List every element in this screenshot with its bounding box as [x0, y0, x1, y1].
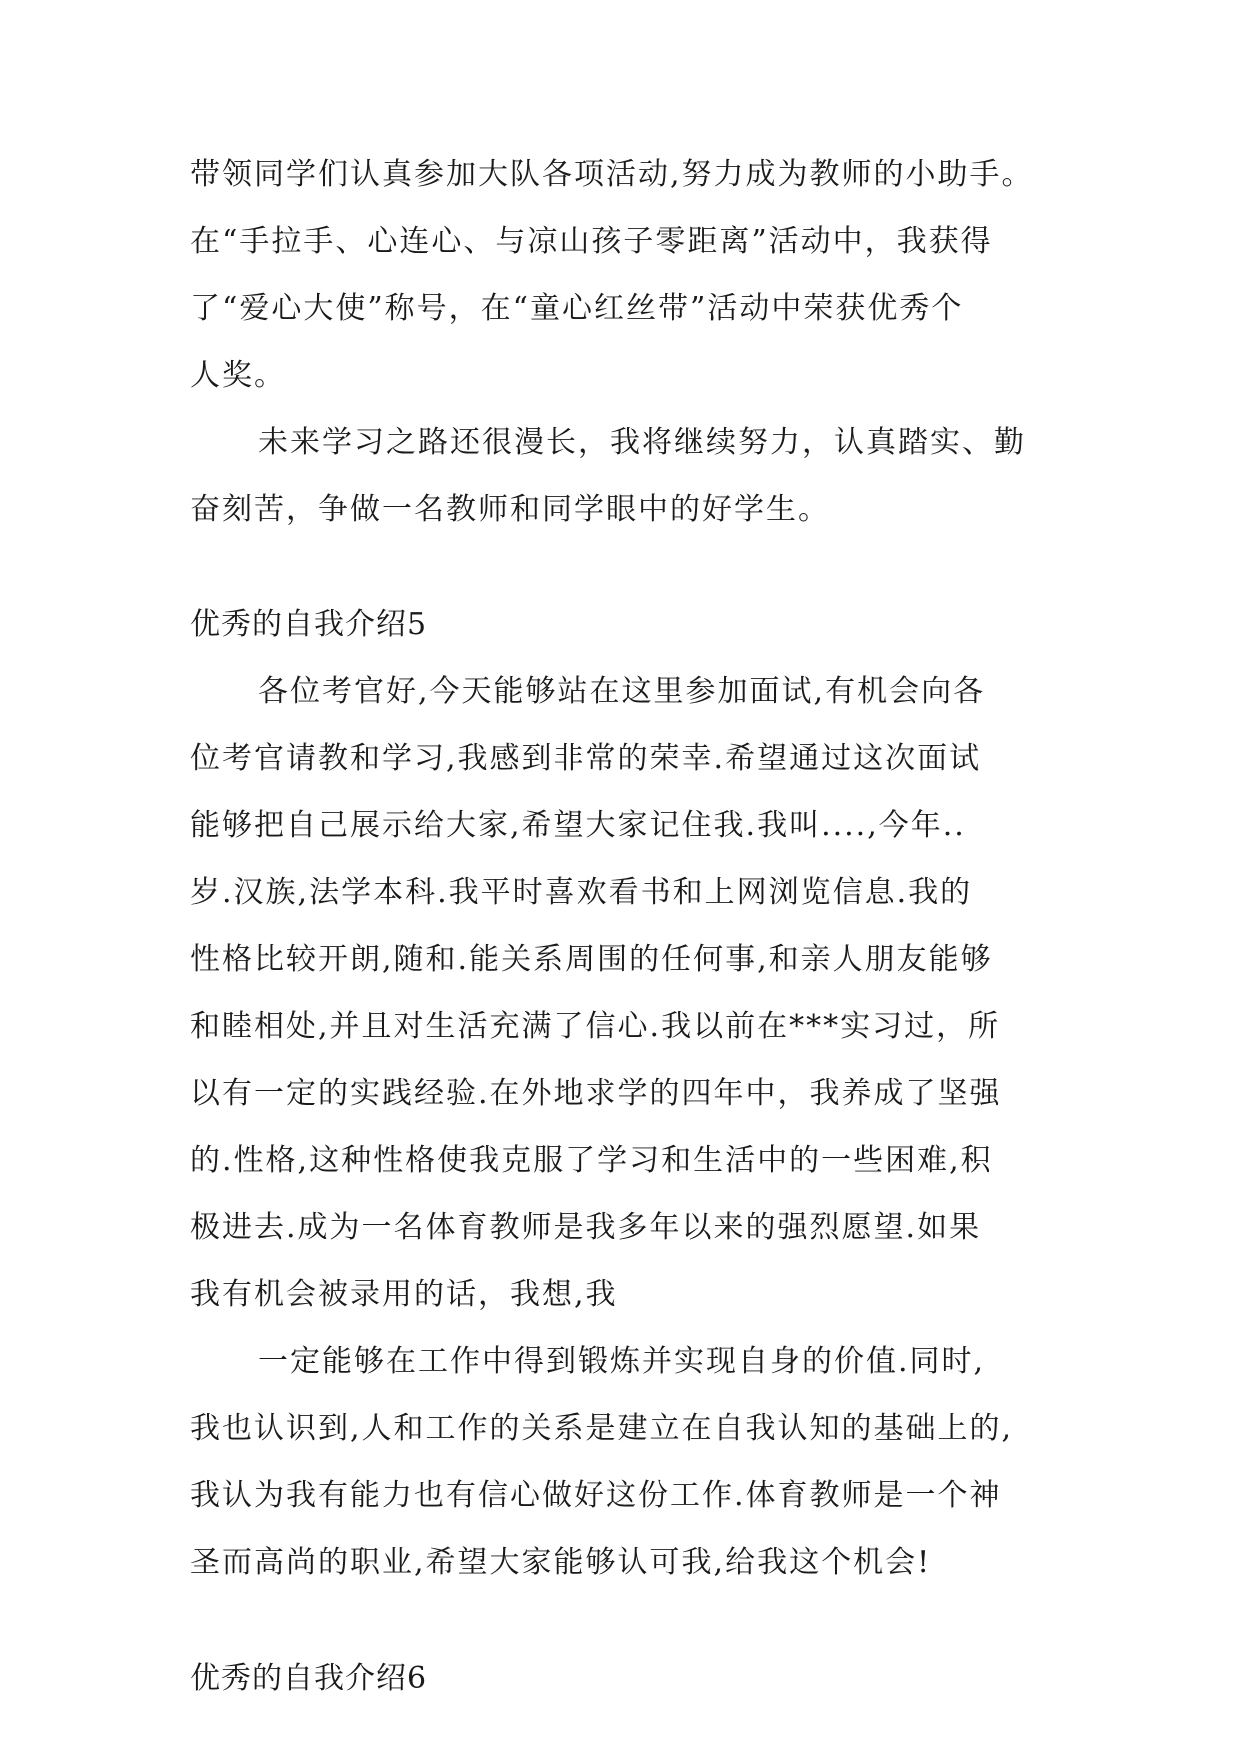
- paragraph-line: 奋刻苦，争做一名教师和同学眼中的好学生。: [190, 492, 830, 527]
- paragraph-line: 的.性格,这种性格使我克服了学习和生活中的一些困难,积: [190, 1143, 993, 1178]
- paragraph-line: 在“手拉手、心连心、与凉山孩子零距离”活动中，我获得: [190, 224, 993, 259]
- paragraph-line: 我认为我有能力也有信心做好这份工作.体育教师是一个神: [190, 1478, 1002, 1513]
- paragraph-line: 一定能够在工作中得到锻炼并实现自身的价值.同时,: [258, 1344, 986, 1379]
- paragraph-line: 我有机会被录用的话，我想,我: [190, 1277, 618, 1312]
- paragraph-line: 和睦相处,并且对生活充满了信心.我以前在***实习过，所: [190, 1009, 1001, 1044]
- paragraph-line: 带领同学们认真参加大队各项活动,努力成为教师的小助手。: [190, 157, 1034, 192]
- section-heading: 优秀的自我介绍5: [190, 607, 428, 642]
- paragraph-line: 圣而高尚的职业,希望大家能够认可我,给我这个机会!: [190, 1545, 932, 1580]
- paragraph-line: 岁.汉族,法学本科.我平时喜欢看书和上网浏览信息.我的: [190, 875, 973, 910]
- paragraph-line: 位考官请教和学习,我感到非常的荣幸.希望通过这次面试: [190, 741, 982, 776]
- paragraph-line: 极进去.成为一名体育教师是我多年以来的强烈愿望.如果: [190, 1210, 982, 1245]
- paragraph-line: 性格比较开朗,随和.能关系周围的任何事,和亲人朋友能够: [190, 942, 993, 977]
- paragraph-line: 各位考官好,今天能够站在这里参加面试,有机会向各: [258, 674, 986, 709]
- paragraph-line: 能够把自己展示给大家,希望大家记住我.我叫....,今年..: [190, 808, 966, 843]
- paragraph-line: 我也认识到,人和工作的关系是建立在自我认知的基础上的,: [190, 1411, 1014, 1446]
- paragraph-line: 了“爱心大使”称号，在“童心红丝带”活动中荣获优秀个: [190, 291, 964, 326]
- paragraph-line: 以有一定的实践经验.在外地求学的四年中，我养成了坚强: [190, 1076, 1002, 1111]
- section-heading: 优秀的自我介绍6: [190, 1661, 428, 1696]
- paragraph-line: 人奖。: [190, 358, 286, 393]
- paragraph-line: 未来学习之路还很漫长，我将继续努力，认真踏实、勤: [258, 425, 1026, 460]
